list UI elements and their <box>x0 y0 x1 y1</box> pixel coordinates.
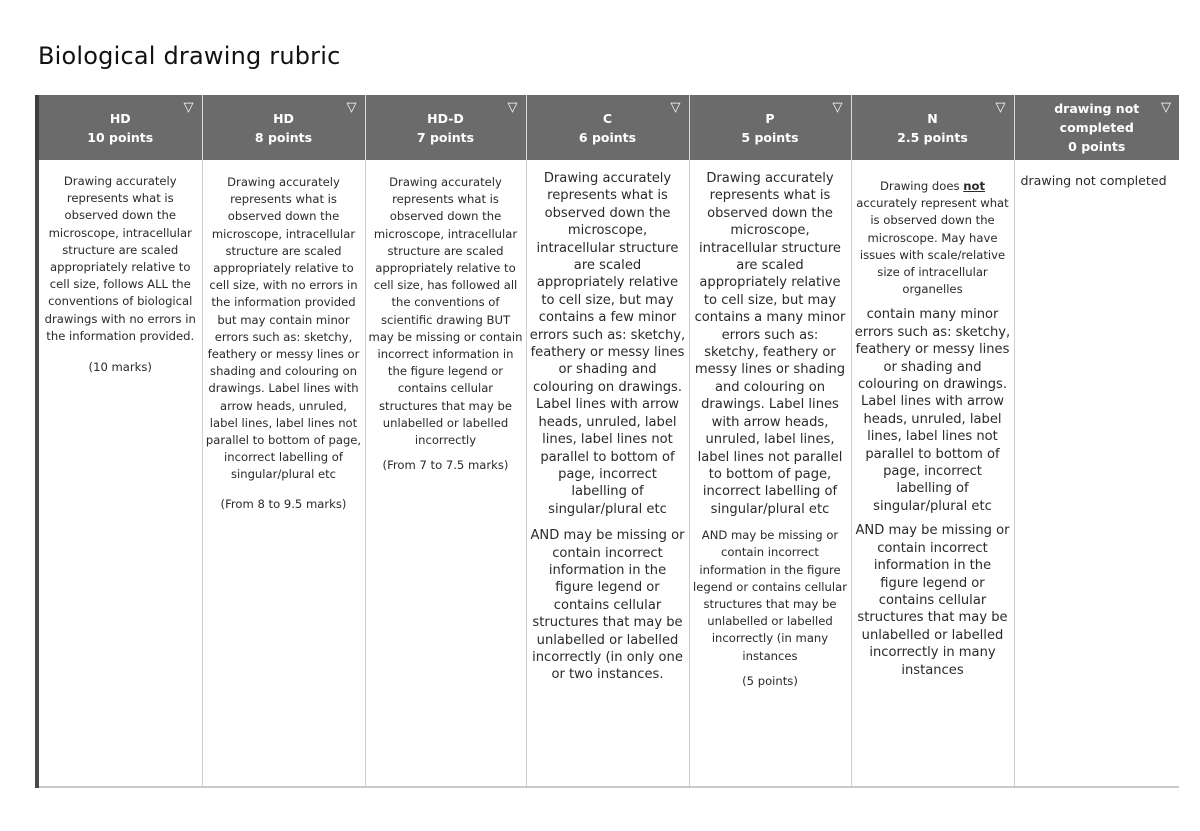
marks-note: (From 7 to 7.5 marks) <box>382 458 509 473</box>
sort-triangle-icon[interactable]: ▽ <box>670 100 681 115</box>
criteria-description-2: contain many minor errors such as: sketchy, feathery or messy lines or shading and colouring on drawings. Label lines with arrow heads, unruled, label lines, label lines not parallel to bottom of page, incorrect labelling of singular/plural etc <box>854 307 1011 514</box>
points-label: 10 points <box>87 129 154 145</box>
criteria-description: Drawing accurately represents what is observed down the microscope, intracellular structure are scaled appropriately relative to cell size, with no errors in the information provided but may contain minor errors such as: sketchy, feathery or messy lines or shading and colouring on drawings. Label lines with arrow heads, unruled, label lines, label lines not parallel to bottom of page, incorrect labelling of singular/plural etc <box>205 175 362 482</box>
points-label: 7 points <box>416 129 475 145</box>
criteria-cell-hd-10 <box>37 160 202 787</box>
sort-triangle-icon[interactable]: ▽ <box>507 100 518 115</box>
criteria-description: Drawing accurately represents what is observed down the microscope, intracellular structure are scaled appropriately relative to cell size, but may contains a many minor errors such as: sketchy, feathery or messy lines or shading and colouring on drawings. Label lines with arrow heads, unruled, label lines, label lines not parallel to bottom of page, incorrect labelling of singular/plural etc <box>694 171 846 517</box>
criteria-cell-c-6 <box>526 160 689 787</box>
column-header-c-6[interactable] <box>526 95 689 160</box>
level-label: HD-D <box>427 110 464 126</box>
criteria-description <box>855 170 1011 298</box>
level-label: drawing not completed <box>1054 101 1140 135</box>
marks-note: (10 marks) <box>88 360 152 375</box>
level-label: P <box>765 110 775 126</box>
points-label: 2.5 points <box>897 129 968 145</box>
criteria-cell-n-2-5 <box>851 160 1014 787</box>
column-header-n-2-5[interactable] <box>851 95 1014 160</box>
points-label: 6 points <box>578 129 637 145</box>
points-label: 0 points <box>1068 139 1126 154</box>
rubric-table <box>35 95 1179 788</box>
header-row <box>37 95 1179 160</box>
level-label: N <box>927 110 938 126</box>
points-label: 5 points <box>741 129 799 145</box>
criteria-description: Drawing accurately represents what is observed down the microscope, intracellular structure are scaled appropriately relative to cell size, but may contains a few minor errors such as: sketchy, feathery or messy lines or shading and colouring on drawings. Label lines with arrow heads, unruled, label lines, label lines not parallel to bottom of page, incorrect labelling of singular/plural etc <box>529 171 686 517</box>
desc-post: accurately represent what is observed down the microscope. May have issues with scale/relative size of intracellular organelles <box>856 196 1009 297</box>
criteria-row <box>37 160 1179 787</box>
level-label: HD <box>273 110 294 126</box>
criteria-cell-hd-8 <box>202 160 365 787</box>
marks-note: (From 8 to 9.5 marks) <box>220 496 347 511</box>
emphasis-not: not <box>963 179 985 193</box>
level-label: C <box>602 110 613 126</box>
criteria-cell-p-5 <box>689 160 851 787</box>
column-header-hd-10[interactable] <box>37 95 202 160</box>
page-title: Biological drawing rubric <box>38 42 341 70</box>
criteria-additional: AND may be missing or contain incorrect information in the figure legend or contains cellular structures that may be unlabelled or labelled incorrectly (in many instances <box>693 528 847 663</box>
criteria-cell-hd-d-7 <box>365 160 526 787</box>
criteria-description: Drawing accurately represents what is observed down the microscope, intracellular structure are scaled appropriately relative to cell size, follows ALL the conventions of biological drawings with no errors in the information provided. <box>44 174 196 343</box>
desc-pre: Drawing does <box>880 179 964 193</box>
points-label: 8 points <box>254 129 313 145</box>
column-header-hd-d-7[interactable] <box>365 95 526 160</box>
sort-triangle-icon[interactable]: ▽ <box>183 100 194 115</box>
sort-triangle-icon[interactable]: ▽ <box>832 100 843 115</box>
column-header-p-5[interactable] <box>689 95 851 160</box>
criteria-additional: AND may be missing or contain incorrect information in the figure legend or contains cellular structures that may be unlabelled or labelled incorrectly (in only one or two instances. <box>530 528 685 683</box>
column-header-not-completed[interactable] <box>1014 95 1179 160</box>
sort-triangle-icon[interactable]: ▽ <box>346 100 357 115</box>
criteria-description: drawing not completed <box>1020 173 1167 188</box>
sort-triangle-icon[interactable]: ▽ <box>995 100 1006 115</box>
criteria-cell-not-completed <box>1014 160 1179 787</box>
sort-triangle-icon[interactable]: ▽ <box>1161 100 1171 115</box>
marks-note: (5 points) <box>742 673 798 688</box>
column-header-hd-8[interactable] <box>202 95 365 160</box>
criteria-description: Drawing accurately represents what is observed down the microscope, intracellular structure are scaled appropriately relative to cell size, has followed all the conventions of scientific drawing BUT may be missing or contain incorrect information in the figure legend or contains cellular structures that may be unlabelled or labelled incorrectly <box>368 175 523 448</box>
criteria-additional: AND may be missing or contain incorrect information in the figure legend or contains cellular structures that may be unlabelled or labelled incorrectly in many instances <box>855 523 1010 678</box>
level-label: HD <box>109 110 131 126</box>
